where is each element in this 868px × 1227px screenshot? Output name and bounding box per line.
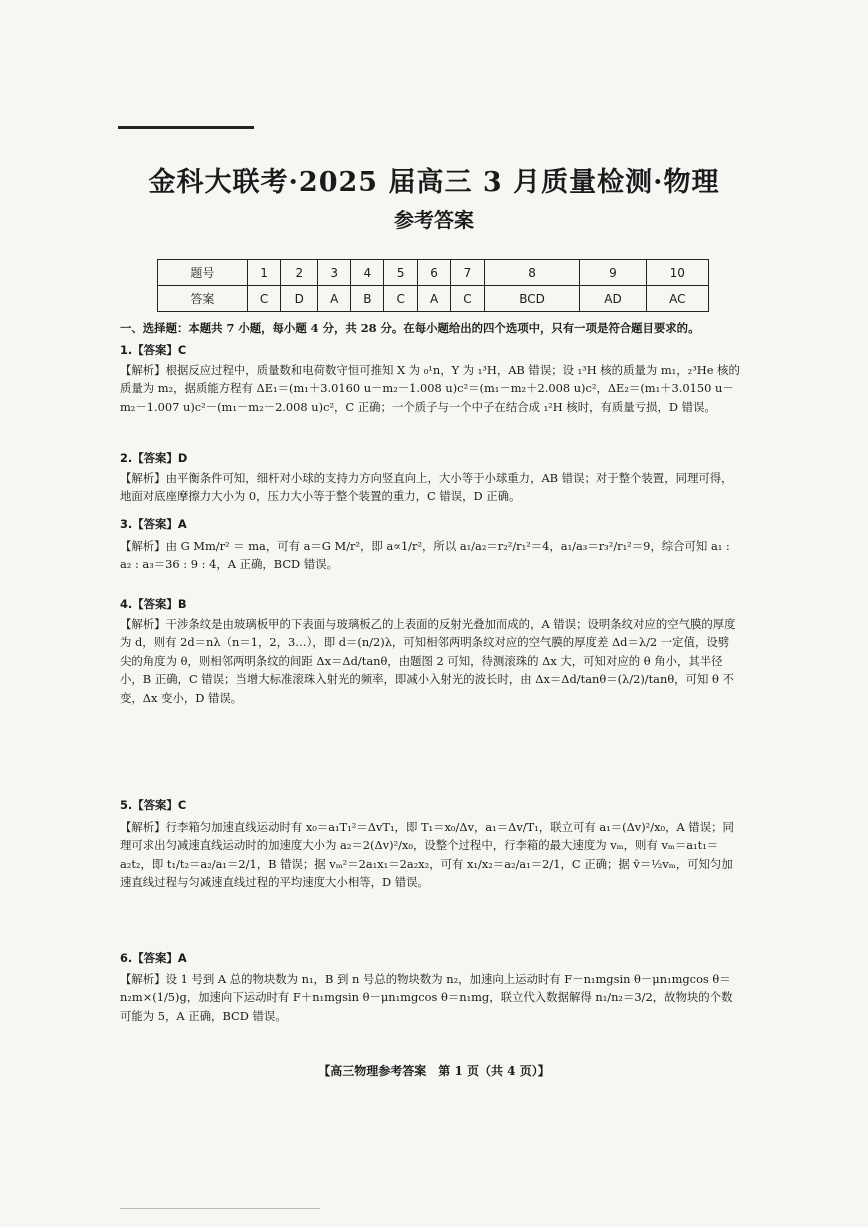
table-cell: 题号 bbox=[158, 260, 248, 286]
q3-explanation: 【解析】由 G Mm/r² ＝ ma，可有 a＝G M/r²，即 a∝1/r²，所以 a₁/a₂＝r₂²/r₁²＝4，a₁/a₃＝r₃²/r₁²＝9，综合可知 a₁ : a₂ : a₃＝36 : 9 : 4，A 正确，BCD 错误。 bbox=[120, 539, 730, 572]
table-cell: 5 bbox=[384, 260, 418, 286]
table-cell: 6 bbox=[418, 260, 451, 286]
q6-explanation: 【解析】设 1 号到 A 总的物块数为 n₁，B 到 n 号总的物块数为 n₂，加速向上运动时有 F－n₁mgsin θ－μn₁mgcos θ＝n₂m×(1/5)g，加速向下运动时有 F＋n₁mgsin θ－μn₁mgcos θ＝n₁mg，联立代入数据解得 n₁/n₂＝3/2，故物块的个数可能为 5，A 正确，BCD 错误。 bbox=[120, 972, 733, 1023]
q6-answer-heading: 6.【答案】A bbox=[120, 951, 187, 965]
table-cell: 1 bbox=[247, 260, 281, 286]
q5-explanation: 【解析】行李箱匀加速直线运动时有 x₀＝a₁T₁²＝ΔvT₁，即 T₁＝x₀/Δv，a₁＝Δv/T₁，联立可有 a₁＝(Δv)²/x₀，A 错误；同理可求出匀减速直线运动时的加速度大小为 a₂＝2(Δv)²/x₀，设整个过程中，行李箱的最大速度为 vₘ，则有 vₘ＝a₁t₁＝a₂t₂，即 t₁/t₂＝a₂/a₁＝2/1，B 错误；据 vₘ²＝2a₁x₁＝2a₂x₂，可有 x₁/x₂＝a₂/a₁＝2/1，C 正确；据 v̄＝½vₘ，可知匀加速直线过程与匀减速直线过程的平均速度大小相等，D 错误。 bbox=[120, 820, 734, 890]
table-cell: 答案 bbox=[158, 286, 248, 312]
table-cell: AD bbox=[580, 286, 646, 312]
page-subtitle: 参考答案 bbox=[394, 208, 474, 232]
page-title: 金科大联考·2025 届高三 3 月质量检测·物理 bbox=[148, 167, 720, 198]
table-cell: C bbox=[247, 286, 281, 312]
q2-answer-heading: 2.【答案】D bbox=[120, 451, 188, 465]
table-cell: 4 bbox=[351, 260, 384, 286]
table-cell: 2 bbox=[281, 260, 318, 286]
table-cell: D bbox=[281, 286, 318, 312]
table-cell: BCD bbox=[484, 286, 580, 312]
q4-explanation: 【解析】干涉条纹是由玻璃板甲的下表面与玻璃板乙的上表面的反射光叠加而成的，A 错误；设明条纹对应的空气膜的厚度为 d，则有 2d＝nλ（n＝1，2，3…），即 d＝(n/2)λ，可知相邻两明条纹对应的空气膜的厚度差 Δd＝λ/2 一定值，设劈尖的角度为 θ，则相邻两明条纹的间距 Δx＝Δd/tanθ，由题图 2 可知，待测滚珠的 Δx 大，可知对应的 θ 角小，其半径小，B 正确，C 错误；当增大标准滚珠入射光的频率，即减小入射光的波长时，由 Δx＝Δd/tanθ＝(λ/2)/tanθ，可知 θ 不变，Δx 变小，D 错误。 bbox=[120, 617, 736, 705]
section-heading: 一、选择题：本题共 7 小题，每小题 4 分，共 28 分。在每小题给出的四个选项中，只有一项是符合题目要求的。 bbox=[120, 321, 700, 335]
q5-answer-heading: 5.【答案】C bbox=[120, 798, 187, 812]
table-cell: 7 bbox=[451, 260, 485, 286]
table-cell: B bbox=[351, 286, 384, 312]
table-cell: 8 bbox=[484, 260, 580, 286]
q1-answer-heading: 1.【答案】C bbox=[120, 343, 187, 357]
table-cell: 10 bbox=[646, 260, 708, 286]
q3-answer-heading: 3.【答案】A bbox=[120, 517, 187, 531]
q1-explanation: 【解析】根据反应过程中，质量数和电荷数守恒可推知 X 为 ₀¹n，Y 为 ₁³H，AB 错误；设 ₁³H 核的质量为 m₁，₂³He 核的质量为 m₂，据质能方程有 ΔE₁＝(m₁＋3.0160 u－m₂－1.008 u)c²＝(m₁－m₂＋2.008 u)c²，ΔE₂＝(m₁＋3.0150 u－m₂－1.007 u)c²－(m₁－m₂－2.008 u)c²，C 正确；一个质子与一个中子在结合成 ₁²H 核时，有质量亏损，D 错误。 bbox=[120, 363, 740, 414]
bottom-rule bbox=[120, 1208, 320, 1209]
answer-table bbox=[157, 259, 709, 312]
table-cell: A bbox=[418, 286, 451, 312]
table-cell: AC bbox=[646, 286, 708, 312]
table-cell: 9 bbox=[580, 260, 646, 286]
answer-table-header-row bbox=[158, 260, 709, 286]
table-cell: 3 bbox=[318, 260, 351, 286]
top-rule bbox=[118, 126, 254, 129]
table-cell: C bbox=[384, 286, 418, 312]
q2-explanation: 【解析】由平衡条件可知，细杆对小球的支持力方向竖直向上，大小等于小球重力，AB 错误；对于整个装置，同理可得，地面对底座摩擦力大小为 0，压力大小等于整个装置的重力，C 错误，D 正确。 bbox=[120, 471, 733, 504]
q4-answer-heading: 4.【答案】B bbox=[120, 597, 187, 611]
table-cell: A bbox=[318, 286, 351, 312]
page-footer: 【高三物理参考答案 第 1 页（共 4 页）】 bbox=[318, 1064, 550, 1078]
answer-table-answer-row bbox=[158, 286, 709, 312]
table-cell: C bbox=[451, 286, 485, 312]
